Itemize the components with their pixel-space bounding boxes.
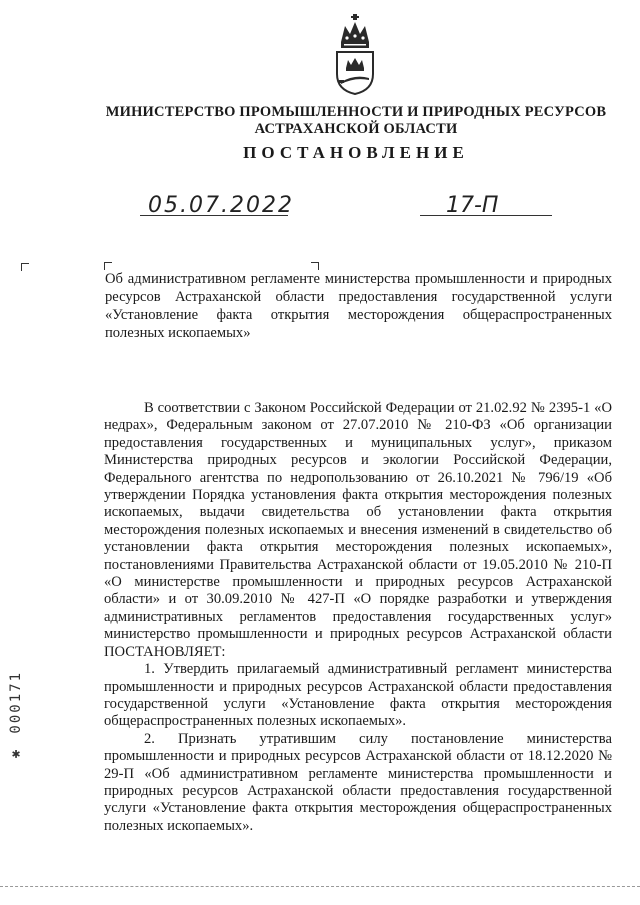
margin-corner-mark xyxy=(21,263,29,271)
decree-number: 17-П xyxy=(446,193,499,218)
subject-corner-left xyxy=(104,262,112,270)
preamble-paragraph: В соответствии с Законом Российской Федерации от 21.02.92 № 2395-1 «О недрах», Федеральным законом от 27.07.2010 № 210-ФЗ «Об организации предоставления государственных и муниципальных услуг», приказом Министерства природных ресурсов и экологии Российской Федерации, Федерального агентства по недропользованию от 26.10.2021 № 796/19 «Об утверждении Порядка установления факта открытия месторождения полезных ископаемых, выдачи свидетельства об установлении факта открытия месторождения полезных ископаемых и внесения изменений в свидетельство об установлении факта открытия месторождения полезных ископаемых», постановлениями Правительства Астраханской области от 19.05.2010 № 210-П «О министерстве промышленности и природных ресурсов Астраханской области» и от 30.09.2010 № 427-П «О порядке разработки и утверждения административных регламентов предоставления государственных услуг» министерство промышленности и природных ресурсов Астраханской области ПОСТАНОВЛЯЕТ: xyxy=(104,400,612,660)
stamp-mark: ✱ xyxy=(8,744,24,762)
stamp-serial: 000171 xyxy=(8,670,24,734)
decree-title: ПОСТАНОВЛЕНИЕ xyxy=(243,143,469,162)
date-underline xyxy=(140,215,288,216)
coat-of-arms-emblem xyxy=(331,12,379,96)
number-underline xyxy=(420,215,552,216)
ministry-name-line2: АСТРАХАНСКОЙ ОБЛАСТИ xyxy=(254,121,458,137)
ministry-name xyxy=(0,104,640,138)
ministry-name-line1: МИНИСТЕРСТВО ПРОМЫШЛЕННОСТИ И ПРИРОДНЫХ РЕСУРСОВ xyxy=(105,104,607,120)
subject-corner-right xyxy=(311,262,319,270)
serial-stamp xyxy=(8,642,38,762)
decree-body xyxy=(104,400,612,835)
page-bottom-edge xyxy=(0,886,640,887)
item-1-paragraph: 1. Утвердить прилагаемый административный регламент министерства промышленности и природных ресурсов Астраханской области предоставления государственной услуги «Установление факта открытия месторождения общераспространенных полезных ископаемых». xyxy=(104,661,612,730)
decree-subject: Об административном регламенте министерства промышленности и природных ресурсов Астраханской области предоставления государственной услуги «Установление факта открытия месторождения общераспространенных полезных ископаемых» xyxy=(105,271,612,341)
item-2-paragraph: 2. Признать утратившим силу постановление министерства промышленности и природных ресурсов Астраханской области от 18.12.2020 № 29-П «Об административном регламенте министерства промышленности и природных ресурсов Астраханской области предоставления государственной услуги «Установление факта открытия месторождения общераспространенных полезных ископаемых». xyxy=(104,730,612,834)
decree-date: 05.07.2022 xyxy=(148,193,294,218)
